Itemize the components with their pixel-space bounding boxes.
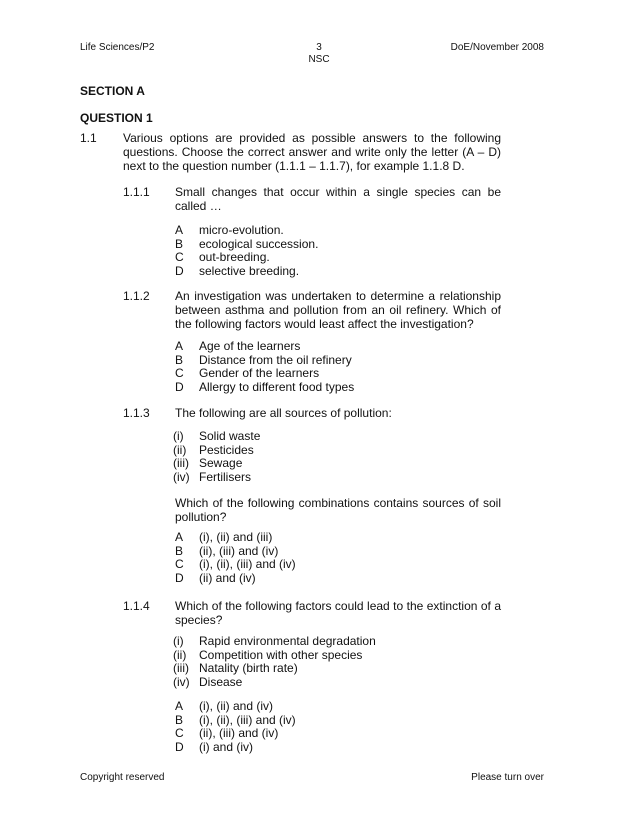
q1-1-3-question: Which of the following combinations contains sources of soil pollution? bbox=[175, 496, 501, 524]
q1-1-3-number: 1.1.3 bbox=[123, 406, 150, 420]
page-number: 3 bbox=[316, 42, 322, 53]
q1-1-3-text: The following are all sources of pollution: bbox=[175, 406, 392, 420]
list-item: (ii) Pesticides bbox=[173, 442, 254, 457]
option: D (i) and (iv) bbox=[175, 739, 254, 754]
q1-1-3-items bbox=[173, 430, 260, 484]
option: A (i), (ii) and (iii) bbox=[175, 530, 273, 544]
footer-turn-over: Please turn over bbox=[471, 772, 544, 783]
list-item: (iii) Sewage bbox=[173, 456, 243, 470]
q1-1-2-options bbox=[175, 340, 354, 394]
option: C (ii), (iii) and (iv) bbox=[175, 726, 279, 740]
option: A Age of the learners bbox=[175, 339, 301, 353]
question-title: QUESTION 1 bbox=[80, 111, 153, 125]
option: C (i), (ii), (iii) and (iv) bbox=[175, 557, 296, 571]
option: B (i), (ii), (iii) and (iv) bbox=[175, 712, 296, 727]
q1-1-1-text: Small changes that occur within a single species can be called … bbox=[175, 185, 501, 213]
q1-1-3-options bbox=[175, 531, 296, 585]
q1-1-instruction: Various options are provided as possible answers to the following questions. Choose the correct answer and write only the letter (A – D) next to the question number (1.1.1 – 1.1.7), for example 1.1.8 D. bbox=[123, 131, 501, 173]
option: B Distance from the oil refinery bbox=[175, 352, 352, 367]
footer-copyright: Copyright reserved bbox=[80, 772, 165, 783]
q1-1-2-text: An investigation was undertaken to determine a relationship between asthma and pollution from an oil refinery. Which of the following factors would least affect the investigation? bbox=[175, 289, 501, 331]
q1-1-4-text: Which of the following factors could lead to the extinction of a species? bbox=[175, 599, 501, 627]
option: B ecological succession. bbox=[175, 236, 319, 251]
option: C Gender of the learners bbox=[175, 366, 320, 380]
q1-1-1-number: 1.1.1 bbox=[123, 185, 150, 199]
list-item: (i) Solid waste bbox=[173, 429, 261, 443]
header-subject: Life Sciences/P2 bbox=[80, 42, 155, 53]
list-item: (iv) Disease bbox=[173, 674, 243, 689]
list-item: (iii) Natality (birth rate) bbox=[173, 661, 298, 675]
option: B (ii), (iii) and (iv) bbox=[175, 543, 279, 558]
option: C out-breeding. bbox=[175, 250, 270, 264]
q1-1-2-number: 1.1.2 bbox=[123, 289, 150, 303]
header-date: DoE/November 2008 bbox=[450, 42, 544, 53]
option: D selective breeding. bbox=[175, 263, 300, 278]
header-nsc: NSC bbox=[308, 54, 330, 65]
list-item: (iv) Fertilisers bbox=[173, 469, 252, 484]
q1-1-4-items bbox=[173, 635, 376, 689]
list-item: (ii) Competition with other species bbox=[173, 647, 363, 662]
q1-1-4-options bbox=[175, 700, 296, 754]
option: A (i), (ii) and (iv) bbox=[175, 699, 273, 713]
list-item: (i) Rapid environmental degradation bbox=[173, 634, 376, 648]
q1-1-number: 1.1 bbox=[80, 131, 97, 145]
q1-1-1-options bbox=[175, 224, 318, 278]
q1-1-4-number: 1.1.4 bbox=[123, 599, 150, 613]
option: D Allergy to different food types bbox=[175, 379, 355, 394]
option: A micro-evolution. bbox=[175, 223, 284, 237]
section-title: SECTION A bbox=[80, 84, 145, 98]
option: D (ii) and (iv) bbox=[175, 570, 256, 585]
